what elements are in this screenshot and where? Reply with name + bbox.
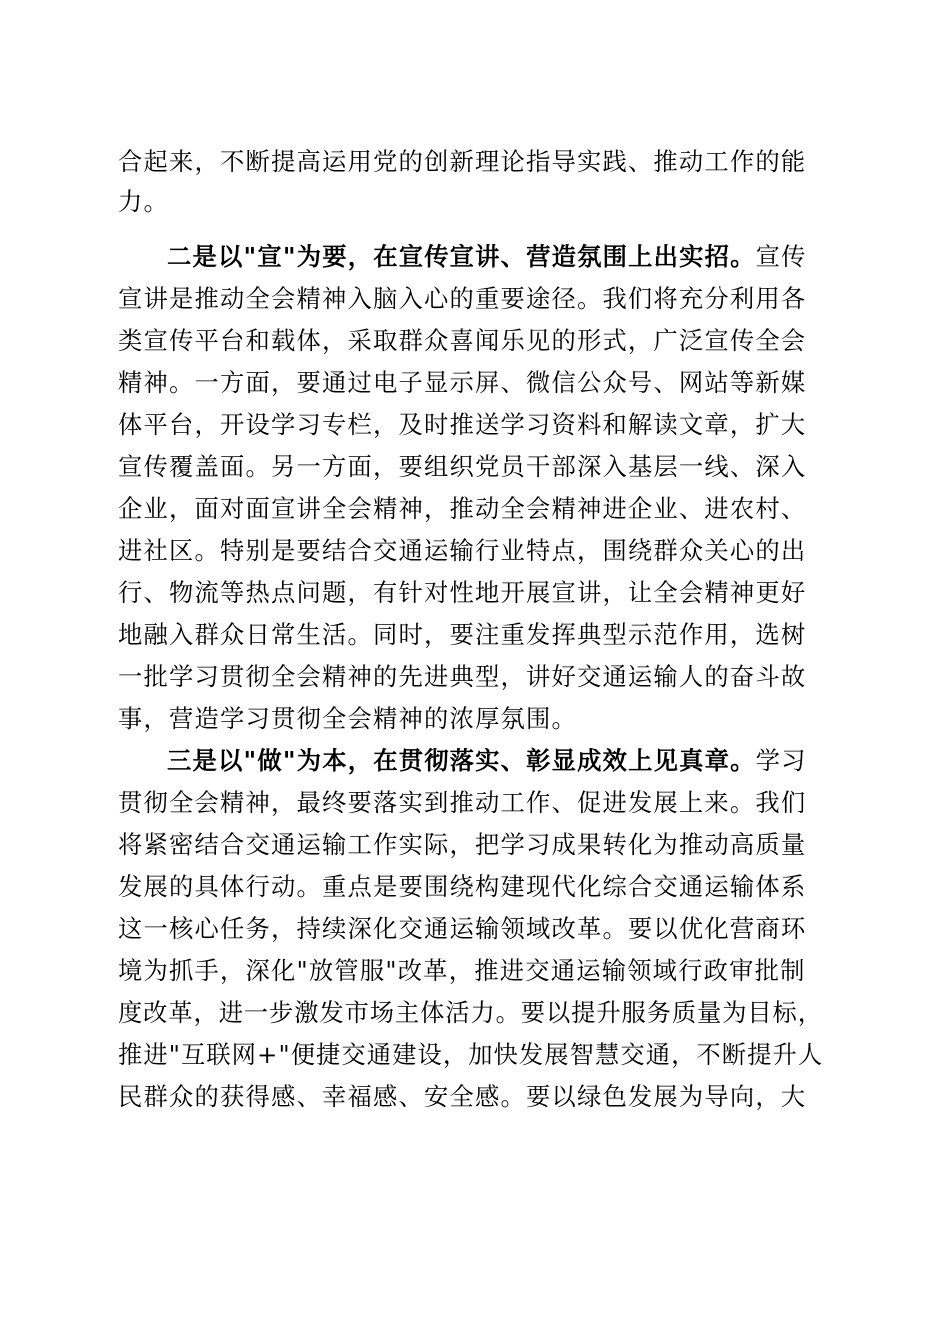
text-line: 宣讲是推动全会精神入脑入心的重要途径。我们将充分利用各 (118, 284, 807, 313)
paragraph-3-first-line (167, 739, 807, 783)
text-line: 贯彻全会精神，最终要落实到推动工作、促进发展上来。我们 (118, 788, 807, 817)
text-line: 地融入群众日常生活。同时，要注重发挥典型示范作用，选树 (118, 620, 807, 649)
text-line: 度改革，进一步激发市场主体活力。要以提升服务质量为目标， (118, 998, 823, 1027)
text-line: 一批学习贯彻全会精神的先进典型，讲好交通运输人的奋斗故 (118, 662, 807, 691)
paragraph-2-lead: 二是以"宣"为要，在宣传宣讲、营造氛围上出实招。 (167, 242, 756, 271)
text-line: 宣传覆盖面。另一方面，要组织党员干部深入基层一线、深入 (118, 452, 807, 481)
text-line: 类宣传平台和载体，采取群众喜闻乐见的形式，广泛宣传全会 (118, 326, 807, 355)
text-line: 行、物流等热点问题，有针对性地开展宣讲，让全会精神更好 (118, 578, 807, 607)
text-line: 境为抓手，深化"放管服"改革，推进交通运输领域行政审批制 (118, 956, 806, 985)
text-line: 力。 (118, 187, 169, 216)
text-line: 发展的具体行动。重点是要围绕构建现代化综合交通运输体系 (118, 872, 807, 901)
text-line: 这一核心任务，持续深化交通运输领域改革。要以优化营商环 (118, 914, 807, 943)
text-line: 进社区。特别是要结合交通运输行业特点，围绕群众关心的出 (118, 536, 807, 565)
text-line: 将紧密结合交通运输工作实际，把学习成果转化为推动高质量 (118, 830, 807, 859)
paragraph-2-first-line (167, 235, 807, 279)
paragraph-3-first-line-rest: 学习 (755, 746, 807, 775)
text-line: 事，营造学习贯彻全会精神的浓厚氛围。 (118, 704, 577, 733)
text-line: 企业，面对面宣讲全会精神，推动全会精神进企业、进农村、 (118, 494, 807, 523)
paragraph-3-lead: 三是以"做"为本，在贯彻落实、彰显成效上见真章。 (167, 746, 756, 775)
text-line: 体平台，开设学习专栏，及时推送学习资料和解读文章，扩大 (118, 410, 807, 439)
text-line: 精神。一方面，要通过电子显示屏、微信公众号、网站等新媒 (118, 368, 807, 397)
paragraph-2-first-line-rest: 宣传 (755, 242, 807, 271)
text-line: 合起来，不断提高运用党的创新理论指导实践、推动工作的能 (118, 147, 807, 176)
text-line: 推进"互联网+"便捷交通建设，加快发展智慧交通，不断提升人 (118, 1040, 824, 1069)
text-line: 民群众的获得感、幸福感、安全感。要以绿色发展为导向，大 (118, 1082, 807, 1111)
